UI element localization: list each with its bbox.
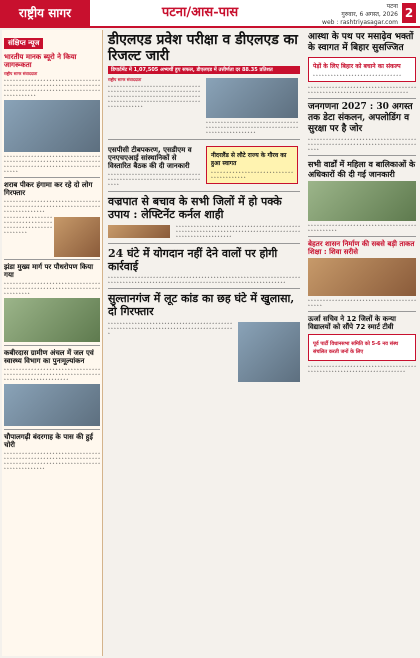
article-body: ॰ ॰ ॰ ॰ ॰ ॰ ॰ ॰ ॰ ॰ ॰ ॰ ॰ ॰ ॰ ॰ ॰ ॰ ॰ ॰ ॰ ॰ ॰ ॰ ॰ ॰ ॰ ॰ ॰ ॰ ॰ ॰ ॰ ॰ ॰ ॰ ॰ ॰ ॰ ॰ ॰ ॰ ॰ ॰ ॰ ॰ ॰ ॰ ॰ ॰ ॰ ॰ ॰ ॰ ॰ ॰ ॰ ॰ ॰ ॰ ॰ ॰ ॰ ॰ ॰ ॰ ॰ ॰ ॰ ॰ ॰ ॰ ॰ ॰ ॰ ॰ [308, 137, 416, 152]
news-photo [4, 298, 100, 342]
article-headline: बेहतर शासन निर्माण की सबसे बड़ी ताकत शिक्षा : शिवा सरीसे [308, 240, 415, 256]
byline: राष्ट्रीय सागर संवाददाता [108, 77, 142, 82]
article-body: ॰ ॰ ॰ ॰ ॰ ॰ ॰ ॰ ॰ ॰ ॰ ॰ ॰ ॰ ॰ ॰ ॰ ॰ ॰ ॰ ॰ ॰ ॰ ॰ ॰ ॰ ॰ ॰ ॰ ॰ ॰ ॰ ॰ ॰ ॰ ॰ ॰ ॰ ॰ ॰ ॰ ॰ ॰ ॰ ॰ ॰ ॰ ॰ ॰ ॰ ॰ ॰ ॰ ॰ ॰ ॰ ॰ ॰ ॰ ॰ ॰ ॰ ॰ ॰ ॰ ॰ ॰ ॰ ॰ [308, 364, 416, 374]
article-body: ॰ ॰ ॰ ॰ ॰ ॰ ॰ ॰ ॰ ॰ ॰ ॰ ॰ ॰ ॰ ॰ ॰ ॰ ॰ ॰ ॰ ॰ ॰ ॰ ॰ ॰ ॰ ॰ ॰ ॰ ॰ ॰ ॰ ॰ ॰ ॰ ॰ ॰ ॰ ॰ ॰ ॰ ॰ ॰ ॰ ॰ ॰ ॰ ॰ ॰ ॰ ॰ ॰ ॰ ॰ ॰ ॰ ॰ ॰ ॰ ॰ ॰ ॰ ॰ ॰ ॰ ॰ ॰ ॰ ॰ ॰ ॰ ॰ ॰ ॰ ॰ ॰ ॰ ॰ ॰ ॰ ॰ ॰ ॰ ॰ ॰ ॰ ॰ ॰ ॰ ॰ ॰ ॰ ॰ ॰ ॰ ॰ ॰ ॰ ॰ ॰ ॰ ॰ [176, 224, 300, 239]
divider [308, 155, 416, 156]
divider [4, 177, 100, 178]
section-title: पटना/आस-पास [161, 5, 239, 20]
article-body: ॰ ॰ ॰ ॰ ॰ ॰ ॰ ॰ ॰ ॰ ॰ ॰ ॰ ॰ ॰ ॰ ॰ ॰ ॰ ॰ ॰ ॰ ॰ ॰ ॰ ॰ ॰ ॰ ॰ ॰ ॰ ॰ ॰ ॰ ॰ ॰ ॰ ॰ ॰ ॰ ॰ ॰ ॰ ॰ ॰ ॰ ॰ ॰ ॰ ॰ ॰ ॰ ॰ ॰ ॰ ॰ ॰ ॰ ॰ ॰ ॰ ॰ ॰ ॰ ॰ ॰ ॰ ॰ ॰ ॰ ॰ ॰ ॰ ॰ ॰ ॰ ॰ ॰ ॰ ॰ ॰ ॰ ॰ ॰ ॰ ॰ ॰ ॰ ॰ ॰ ॰ ॰ ॰ ॰ ॰ ॰ ॰ ॰ ॰ ॰ ॰ ॰ ॰ ॰ ॰ ॰ ॰ ॰ ॰ ॰ ॰ ॰ ॰ ॰ ॰ ॰ ॰ ॰ ॰ ॰ ॰ ॰ ॰ ॰ ॰ ॰ ॰ ॰ ॰ ॰ ॰ ॰ ॰ ॰ ॰ ॰ [108, 84, 200, 109]
middle-column [106, 30, 302, 656]
lead-headline: डीएलएड प्रवेश परीक्षा व डीएलएड का रिजल्ट जारी [108, 32, 298, 64]
article-body: ॰ ॰ ॰ ॰ ॰ ॰ ॰ ॰ ॰ ॰ ॰ ॰ ॰ ॰ ॰ ॰ ॰ ॰ ॰ ॰ ॰ ॰ ॰ ॰ ॰ ॰ ॰ ॰ ॰ ॰ ॰ ॰ ॰ ॰ ॰ ॰ ॰ ॰ ॰ ॰ ॰ ॰ ॰ ॰ ॰ ॰ ॰ ॰ ॰ ॰ ॰ ॰ ॰ ॰ ॰ ॰ ॰ ॰ ॰ ॰ ॰ ॰ ॰ ॰ ॰ ॰ ॰ ॰ ॰ ॰ ॰ ॰ ॰ ॰ ॰ ॰ ॰ ॰ ॰ ॰ ॰ ॰ ॰ ॰ ॰ ॰ ॰ ॰ ॰ ॰ ॰ ॰ ॰ ॰ ॰ ॰ ॰ ॰ ॰ ॰ ॰ ॰ ॰ ॰ ॰ ॰ ॰ ॰ ॰ ॰ ॰ ॰ ॰ ॰ ॰ ॰ ॰ ॰ ॰ ॰ ॰ ॰ ॰ ॰ [108, 275, 300, 285]
web-address: web : rashtriyasagar.com [322, 19, 398, 26]
second-article [106, 143, 302, 188]
box-headline: पूर्व पार्टी विधानसभा समिति को 5-6 नव संस्थ संचलित करती जनों के लिए [313, 341, 399, 355]
lead-text-block [204, 76, 300, 136]
highlight-box [308, 57, 416, 82]
divider [308, 311, 416, 312]
news-photo [308, 258, 416, 296]
divider [308, 98, 416, 99]
news-photo [206, 78, 298, 118]
third-article [106, 223, 302, 240]
divider [4, 429, 100, 430]
box-headline: नीदरलैंड से लौटे राज्य के गौरव का हुआ स्वागत [211, 152, 287, 167]
box-headline: पेड़ों के लिए बिहार को बचाने का संकल्प [313, 63, 401, 70]
masthead [0, 0, 420, 28]
article-headline: सुल्तानगंज में लूट कांड का छह घंटे में खुलासा, दो गिरफ्तार [108, 292, 295, 318]
divider [108, 191, 300, 192]
article-body: ॰ ॰ ॰ ॰ ॰ ॰ ॰ ॰ ॰ ॰ ॰ ॰ ॰ ॰ ॰ ॰ ॰ ॰ ॰ ॰ ॰ ॰ ॰ ॰ ॰ ॰ ॰ ॰ ॰ ॰ ॰ ॰ ॰ ॰ ॰ ॰ ॰ ॰ ॰ ॰ ॰ ॰ ॰ ॰ ॰ ॰ ॰ ॰ ॰ ॰ ॰ ॰ ॰ ॰ ॰ ॰ ॰ ॰ ॰ ॰ ॰ ॰ ॰ ॰ ॰ ॰ ॰ ॰ ॰ ॰ ॰ ॰ ॰ ॰ ॰ ॰ ॰ ॰ ॰ ॰ ॰ ॰ ॰ ॰ ॰ ॰ ॰ ॰ ॰ ॰ ॰ ॰ ॰ ॰ ॰ ॰ ॰ ॰ ॰ ॰ ॰ ॰ ॰ ॰ ॰ ॰ ॰ ॰ ॰ ॰ [4, 451, 100, 471]
article-headline: ऊर्जा सचिव ने 12 जिलों के कन्या विद्यालयों को सौंपे 72 स्मार्ट टीवी [308, 315, 396, 331]
article-body: ॰ ॰ ॰ ॰ ॰ ॰ ॰ ॰ ॰ ॰ ॰ ॰ ॰ ॰ ॰ ॰ ॰ ॰ ॰ ॰ ॰ ॰ ॰ ॰ ॰ ॰ ॰ ॰ ॰ ॰ ॰ ॰ ॰ ॰ ॰ ॰ ॰ ॰ ॰ ॰ ॰ ॰ ॰ ॰ ॰ ॰ ॰ ॰ ॰ ॰ ॰ ॰ ॰ ॰ ॰ ॰ ॰ ॰ ॰ ॰ ॰ ॰ ॰ ॰ ॰ ॰ ॰ ॰ ॰ ॰ ॰ ॰ ॰ ॰ ॰ ॰ ॰ ॰ ॰ ॰ ॰ ॰ ॰ ॰ ॰ ॰ [4, 367, 100, 382]
article-body: ॰ ॰ ॰ ॰ ॰ ॰ ॰ ॰ ॰ ॰ ॰ ॰ ॰ ॰ ॰ ॰ ॰ ॰ ॰ ॰ ॰ ॰ ॰ ॰ ॰ ॰ ॰ ॰ ॰ ॰ ॰ ॰ ॰ ॰ ॰ ॰ ॰ ॰ ॰ ॰ ॰ ॰ ॰ ॰ ॰ ॰ ॰ ॰ ॰ ॰ ॰ ॰ ॰ ॰ ॰ ॰ ॰ ॰ ॰ ॰ ॰ ॰ ॰ ॰ ॰ ॰ ॰ ॰ ॰ ॰ ॰ ॰ ॰ ॰ ॰ ॰ ॰ ॰ ॰ [206, 120, 298, 135]
article-body: ॰ ॰ ॰ ॰ ॰ ॰ ॰ ॰ ॰ ॰ ॰ ॰ ॰ ॰ ॰ ॰ ॰ ॰ ॰ ॰ ॰ ॰ ॰ ॰ ॰ ॰ ॰ ॰ ॰ ॰ ॰ ॰ ॰ ॰ ॰ ॰ ॰ ॰ ॰ ॰ ॰ ॰ ॰ ॰ ॰ ॰ [308, 223, 416, 233]
article-body: ॰ ॰ ॰ ॰ ॰ ॰ ॰ ॰ ॰ ॰ ॰ ॰ ॰ ॰ ॰ ॰ ॰ ॰ ॰ ॰ ॰ ॰ ॰ ॰ ॰ ॰ ॰ ॰ ॰ ॰ ॰ ॰ ॰ ॰ ॰ ॰ ॰ ॰ ॰ ॰ ॰ ॰ ॰ ॰ ॰ ॰ ॰ ॰ ॰ ॰ ॰ ॰ ॰ ॰ ॰ ॰ ॰ ॰ ॰ ॰ ॰ ॰ ॰ ॰ ॰ ॰ ॰ ॰ ॰ ॰ ॰ ॰ ॰ [4, 281, 100, 296]
left-column [2, 30, 103, 656]
article-body: ॰ ॰ ॰ ॰ ॰ ॰ ॰ ॰ ॰ ॰ ॰ ॰ ॰ ॰ ॰ ॰ ॰ ॰ ॰ ॰ ॰ ॰ ॰ ॰ ॰ ॰ ॰ ॰ ॰ ॰ ॰ ॰ ॰ ॰ ॰ ॰ ॰ ॰ ॰ ॰ ॰ ॰ ॰ ॰ ॰ ॰ ॰ ॰ ॰ ॰ ॰ ॰ ॰ ॰ ॰ ॰ ॰ ॰ ॰ ॰ ॰ ॰ ॰ ॰ ॰ ॰ ॰ ॰ ॰ ॰ [308, 85, 416, 95]
article-body: ॰ ॰ ॰ ॰ ॰ ॰ ॰ ॰ ॰ ॰ ॰ ॰ ॰ ॰ ॰ ॰ ॰ ॰ ॰ ॰ ॰ ॰ ॰ ॰ ॰ ॰ ॰ ॰ ॰ ॰ ॰ ॰ ॰ ॰ ॰ ॰ ॰ ॰ ॰ ॰ ॰ ॰ ॰ ॰ ॰ ॰ ॰ ॰ ॰ ॰ ॰ ॰ ॰ ॰ ॰ ॰ ॰ ॰ ॰ ॰ ॰ ॰ ॰ ॰ ॰ ॰ ॰ ॰ ॰ ॰ ॰ ॰ ॰ ॰ ॰ ॰ ॰ ॰ ॰ ॰ ॰ ॰ ॰ ॰ ॰ [108, 321, 232, 336]
article-headline: भारतीय मानक ब्यूरो ने किया जागरूकता [4, 53, 77, 69]
side-box-block [204, 143, 300, 188]
news-photo [308, 181, 416, 221]
lead-text-block [106, 76, 202, 136]
highlight-box [308, 334, 416, 361]
page-number: 2 [402, 3, 416, 23]
second-text-block [106, 143, 202, 188]
article-body: ॰ ॰ ॰ ॰ ॰ ॰ ॰ ॰ ॰ ॰ ॰ ॰ ॰ ॰ ॰ ॰ ॰ ॰ ॰ ॰ ॰ ॰ ॰ ॰ ॰ ॰ ॰ ॰ ॰ ॰ ॰ ॰ ॰ ॰ ॰ ॰ ॰ ॰ ॰ ॰ ॰ ॰ ॰ ॰ ॰ ॰ ॰ ॰ ॰ ॰ ॰ ॰ ॰ ॰ ॰ ॰ ॰ ॰ ॰ ॰ ॰ ॰ ॰ ॰ ॰ ॰ ॰ ॰ ॰ ॰ ॰ ॰ ॰ ॰ ॰ ॰ ॰ ॰ ॰ ॰ ॰ ॰ ॰ ॰ ॰ ॰ ॰ ॰ ॰ ॰ ॰ ॰ ॰ ॰ ॰ ॰ ॰ ॰ ॰ ॰ ॰ [4, 154, 100, 174]
article-headline: एसपीसी टीबपकरण, एसडीएम व एनएचएआई सांस्थानिकों से विस्तारित बैठक की दी जानकारी [108, 146, 192, 170]
divider [4, 259, 100, 260]
article-headline: शराब पीकर हंगामा कर रहे दो लोग गिरफ्तार [4, 181, 93, 197]
newspaper-logo: राष्ट्रीय सागर [0, 0, 90, 26]
census-headline: जनगणना 2027 : 30 अगस्त तक डेटा संकलन, अपलोडिंग व सुरक्षा पर है जोर [308, 102, 413, 134]
article-headline: वज्रपात से बचाव के सभी जिलों में हो पक्के उपाय : लेफ्टिनेंट कर्नल शाही [108, 195, 282, 221]
article-body: ॰ ॰ ॰ ॰ ॰ ॰ ॰ ॰ ॰ ॰ ॰ ॰ ॰ ॰ ॰ ॰ ॰ ॰ ॰ ॰ ॰ ॰ ॰ ॰ ॰ ॰ ॰ ॰ ॰ ॰ ॰ ॰ ॰ ॰ ॰ ॰ ॰ ॰ ॰ ॰ ॰ ॰ ॰ ॰ ॰ ॰ ॰ ॰ ॰ ॰ ॰ ॰ ॰ ॰ ॰ ॰ ॰ ॰ ॰ ॰ ॰ ॰ ॰ ॰ ॰ ॰ ॰ ॰ ॰ ॰ ॰ ॰ ॰ ॰ ॰ ॰ ॰ ॰ ॰ ॰ ॰ ॰ ॰ ॰ ॰ ॰ ॰ ॰ ॰ ॰ ॰ ॰ ॰ ॰ ॰ ॰ ॰ ॰ ॰ ॰ ॰ ॰ ॰ ॰ ॰ ॰ ॰ [4, 78, 100, 98]
divider [108, 139, 300, 140]
article-headline: सभी वार्डों में महिला व बालिकाओं के अधिकारों की दी गई जानकारी [308, 159, 416, 179]
divider [108, 288, 300, 289]
city-label: पटना [386, 3, 398, 10]
article-headline: चौपालगढ़ी बंदरगाह के पास की हुई चोरी [4, 433, 93, 449]
byline: राष्ट्रीय सागर संवाददाता [4, 71, 38, 76]
news-photo [108, 225, 170, 238]
article-body: ॰ ॰ ॰ ॰ ॰ ॰ ॰ ॰ ॰ ॰ ॰ ॰ ॰ ॰ ॰ ॰ ॰ ॰ ॰ ॰ ॰ ॰ ॰ ॰ ॰ ॰ ॰ ॰ ॰ ॰ ॰ ॰ ॰ ॰ ॰ ॰ ॰ ॰ ॰ ॰ ॰ ॰ ॰ ॰ ॰ ॰ ॰ ॰ ॰ ॰ ॰ ॰ ॰ ॰ ॰ ॰ [4, 215, 52, 235]
brief-news-tag: संक्षिप्त न्यूज [4, 38, 43, 49]
divider [308, 236, 416, 237]
news-photo [54, 217, 100, 257]
issue-meta [322, 3, 398, 27]
right-column [306, 30, 418, 656]
article-headline: 24 घंटे में योगदान नहीं देने वालों पर होगी कार्रवाई [108, 247, 278, 273]
lead-subheadline: डिपार्टमेंट में 1,07,505 अभ्यर्थी हुए सफल, डीएलएड में उत्तीर्णता दर 88.35 प्रतिशत [108, 66, 300, 74]
article-headline: झंडा मुख्य मार्ग पर पौधरोपण किया गया [4, 263, 94, 279]
article-headline: कबीरदास ग्रामीण अंचल में जल एवं स्वास्थ्य विभाग का पुनःमूल्यांकन [4, 349, 94, 365]
highlight-box [206, 146, 298, 184]
news-photo [4, 384, 100, 426]
article-body: ॰ ॰ ॰ ॰ ॰ ॰ ॰ ॰ ॰ ॰ ॰ ॰ ॰ ॰ ॰ ॰ ॰ ॰ ॰ ॰ ॰ ॰ ॰ ॰ ॰ ॰ ॰ ॰ ॰ ॰ ॰ ॰ ॰ ॰ ॰ ॰ ॰ ॰ ॰ ॰ ॰ ॰ ॰ ॰ ॰ ॰ ॰ ॰ ॰ ॰ ॰ ॰ ॰ ॰ ॰ ॰ ॰ ॰ ॰ ॰ ॰ ॰ ॰ ॰ ॰ ॰ [108, 172, 200, 187]
divider [108, 243, 300, 244]
news-photo [4, 100, 100, 152]
article-body: ॰ ॰ ॰ ॰ ॰ ॰ ॰ ॰ ॰ ॰ ॰ ॰ ॰ ॰ ॰ ॰ ॰ ॰ ॰ ॰ ॰ ॰ ॰ ॰ ॰ ॰ ॰ ॰ ॰ ॰ ॰ ॰ ॰ ॰ ॰ ॰ ॰ ॰ ॰ ॰ ॰ [308, 298, 416, 308]
date-label: गुरुवार, 6 अगस्त, 2026 [341, 11, 398, 18]
lead-article [106, 76, 302, 136]
article-body: ॰ ॰ ॰ ॰ ॰ ॰ ॰ ॰ ॰ ॰ ॰ ॰ ॰ ॰ ॰ ॰ ॰ ॰ ॰ ॰ ॰ ॰ ॰ ॰ ॰ ॰ ॰ ॰ ॰ ॰ ॰ ॰ ॰ ॰ ॰ ॰ ॰ ॰ ॰ ॰ ॰ ॰ ॰ ॰ ॰ ॰ ॰ ॰ ॰ ॰ ॰ ॰ ॰ ॰ ॰ ॰ ॰ ॰ ॰ ॰ ॰ ॰ ॰ ॰ ॰ ॰ ॰ ॰ ॰ ॰ ॰ ॰ ॰ ॰ ॰ ॰ ॰ ॰ [4, 199, 100, 214]
article-headline: आस्था के पथ पर मसाढ़ेव भक्तों के स्वागत में बिहार सुसज्जित [308, 32, 414, 53]
fifth-article [106, 320, 302, 384]
news-photo [238, 322, 300, 382]
article-body: ॰ ॰ ॰ ॰ ॰ ॰ ॰ ॰ ॰ ॰ ॰ ॰ ॰ ॰ ॰ ॰ ॰ ॰ ॰ ॰ ॰ ॰ ॰ ॰ ॰ ॰ ॰ ॰ ॰ ॰ ॰ ॰ ॰ ॰ ॰ ॰ ॰ ॰ ॰ [211, 170, 293, 180]
article-body: ॰ ॰ ॰ ॰ ॰ ॰ ॰ ॰ ॰ ॰ ॰ ॰ ॰ ॰ ॰ ॰ ॰ ॰ ॰ ॰ ॰ ॰ ॰ ॰ ॰ ॰ ॰ ॰ ॰ ॰ [313, 73, 401, 78]
divider [4, 345, 100, 346]
